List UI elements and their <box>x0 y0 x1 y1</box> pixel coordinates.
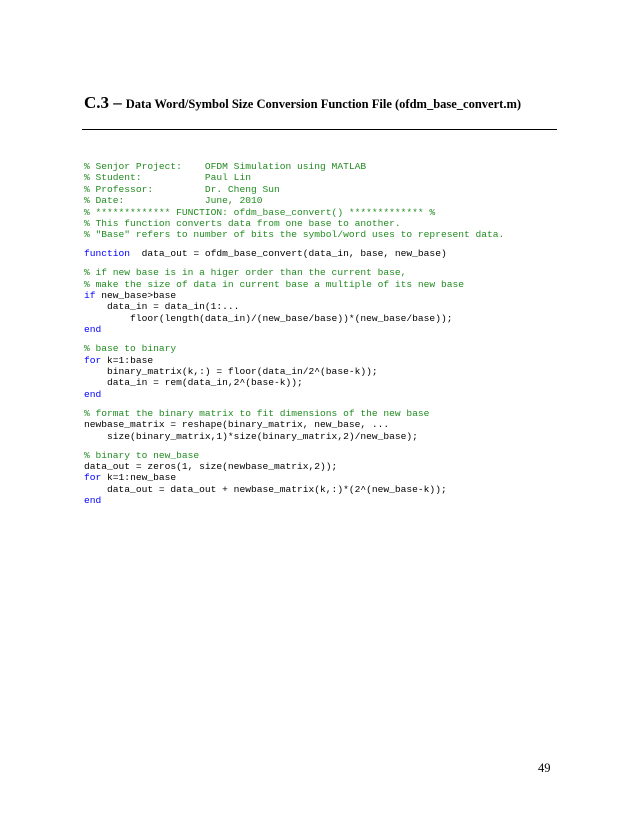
code-line <box>84 343 504 354</box>
section-number: C.3 – <box>84 93 122 112</box>
code-comment: % This function converts data from one base to another. <box>84 217 401 229</box>
code-comment: % binary to new_base <box>84 449 200 461</box>
code-text: data_in = data_in(1:... <box>84 301 240 313</box>
code-text: floor(length(data_in)/(new_base/base))*(new_base/base)); <box>84 312 453 324</box>
code-text: k=1:base <box>101 354 154 366</box>
code-line <box>84 355 504 366</box>
code-text: k=1:new_base <box>101 472 177 484</box>
code-comment: % base to binary <box>84 343 177 355</box>
code-comment: % if new base is in a higer order than the current base, <box>84 267 407 279</box>
code-line <box>84 161 504 172</box>
heading-divider <box>82 129 557 130</box>
code-line <box>84 184 504 195</box>
code-line <box>84 366 504 377</box>
section-heading <box>84 93 521 113</box>
code-line <box>84 279 504 290</box>
code-keyword: end <box>84 324 102 336</box>
code-line <box>84 267 504 278</box>
code-comment: % format the binary matrix to fit dimensions of the new base <box>84 407 430 419</box>
code-text: data_out = data_out + newbase_matrix(k,:)*(2^(new_base-k)); <box>84 483 447 495</box>
code-line <box>84 389 504 400</box>
code-comment: % "Base" refers to number of bits the symbol/word uses to represent data. <box>84 229 505 241</box>
code-block-gap <box>84 442 504 450</box>
code-comment: % Student: Paul Lin <box>84 172 251 184</box>
code-keyword: if <box>84 290 96 302</box>
code-text: data_out = ofdm_base_convert(data_in, base, new_base) <box>130 248 447 260</box>
code-keyword: end <box>84 495 102 507</box>
code-comment: % Senjor Project: OFDM Simulation using MATLAB <box>84 161 367 172</box>
code-line <box>84 290 504 301</box>
code-line <box>84 495 504 506</box>
code-comment: % make the size of data in current base a multiple of its new base <box>84 278 464 290</box>
code-keyword: for <box>84 354 102 366</box>
code-text: data_in = rem(data_in,2^(base-k)); <box>84 377 303 389</box>
code-text: data_out = zeros(1, size(newbase_matrix,2)); <box>84 460 338 472</box>
code-line <box>84 431 504 442</box>
code-keyword: end <box>84 388 102 400</box>
code-line <box>84 472 504 483</box>
code-line <box>84 301 504 312</box>
code-line <box>84 408 504 419</box>
code-text: size(binary_matrix,1)*size(binary_matrix,2)/new_base); <box>84 430 418 442</box>
code-line <box>84 172 504 183</box>
code-text: binary_matrix(k,:) = floor(data_in/2^(base-k)); <box>84 366 378 378</box>
code-line <box>84 419 504 430</box>
code-line <box>84 229 504 240</box>
code-text: newbase_matrix = reshape(binary_matrix, new_base, ... <box>84 419 390 431</box>
section-title: Data Word/Symbol Size Conversion Function File (ofdm_base_convert.m) <box>125 97 522 111</box>
code-block-gap <box>84 260 504 268</box>
code-line <box>84 324 504 335</box>
code-line <box>84 484 504 495</box>
code-line <box>84 248 504 259</box>
code-line <box>84 377 504 388</box>
code-comment: % Professor: Dr. Cheng Sun <box>84 183 280 195</box>
code-line <box>84 218 504 229</box>
code-block-gap <box>84 336 504 344</box>
code-comment: % ************* FUNCTION: ofdm_base_convert() ************* % <box>84 206 436 218</box>
code-line <box>84 207 504 218</box>
code-listing <box>84 161 504 507</box>
code-keyword: for <box>84 472 102 484</box>
code-line <box>84 195 504 206</box>
code-block-gap <box>84 400 504 408</box>
code-line <box>84 313 504 324</box>
page-number: 49 <box>538 761 551 775</box>
code-block-gap <box>84 241 504 249</box>
code-keyword: function <box>84 248 131 260</box>
code-comment: % Date: June, 2010 <box>84 195 263 207</box>
code-line <box>84 450 504 461</box>
code-text: new_base>base <box>95 290 177 302</box>
code-line <box>84 461 504 472</box>
